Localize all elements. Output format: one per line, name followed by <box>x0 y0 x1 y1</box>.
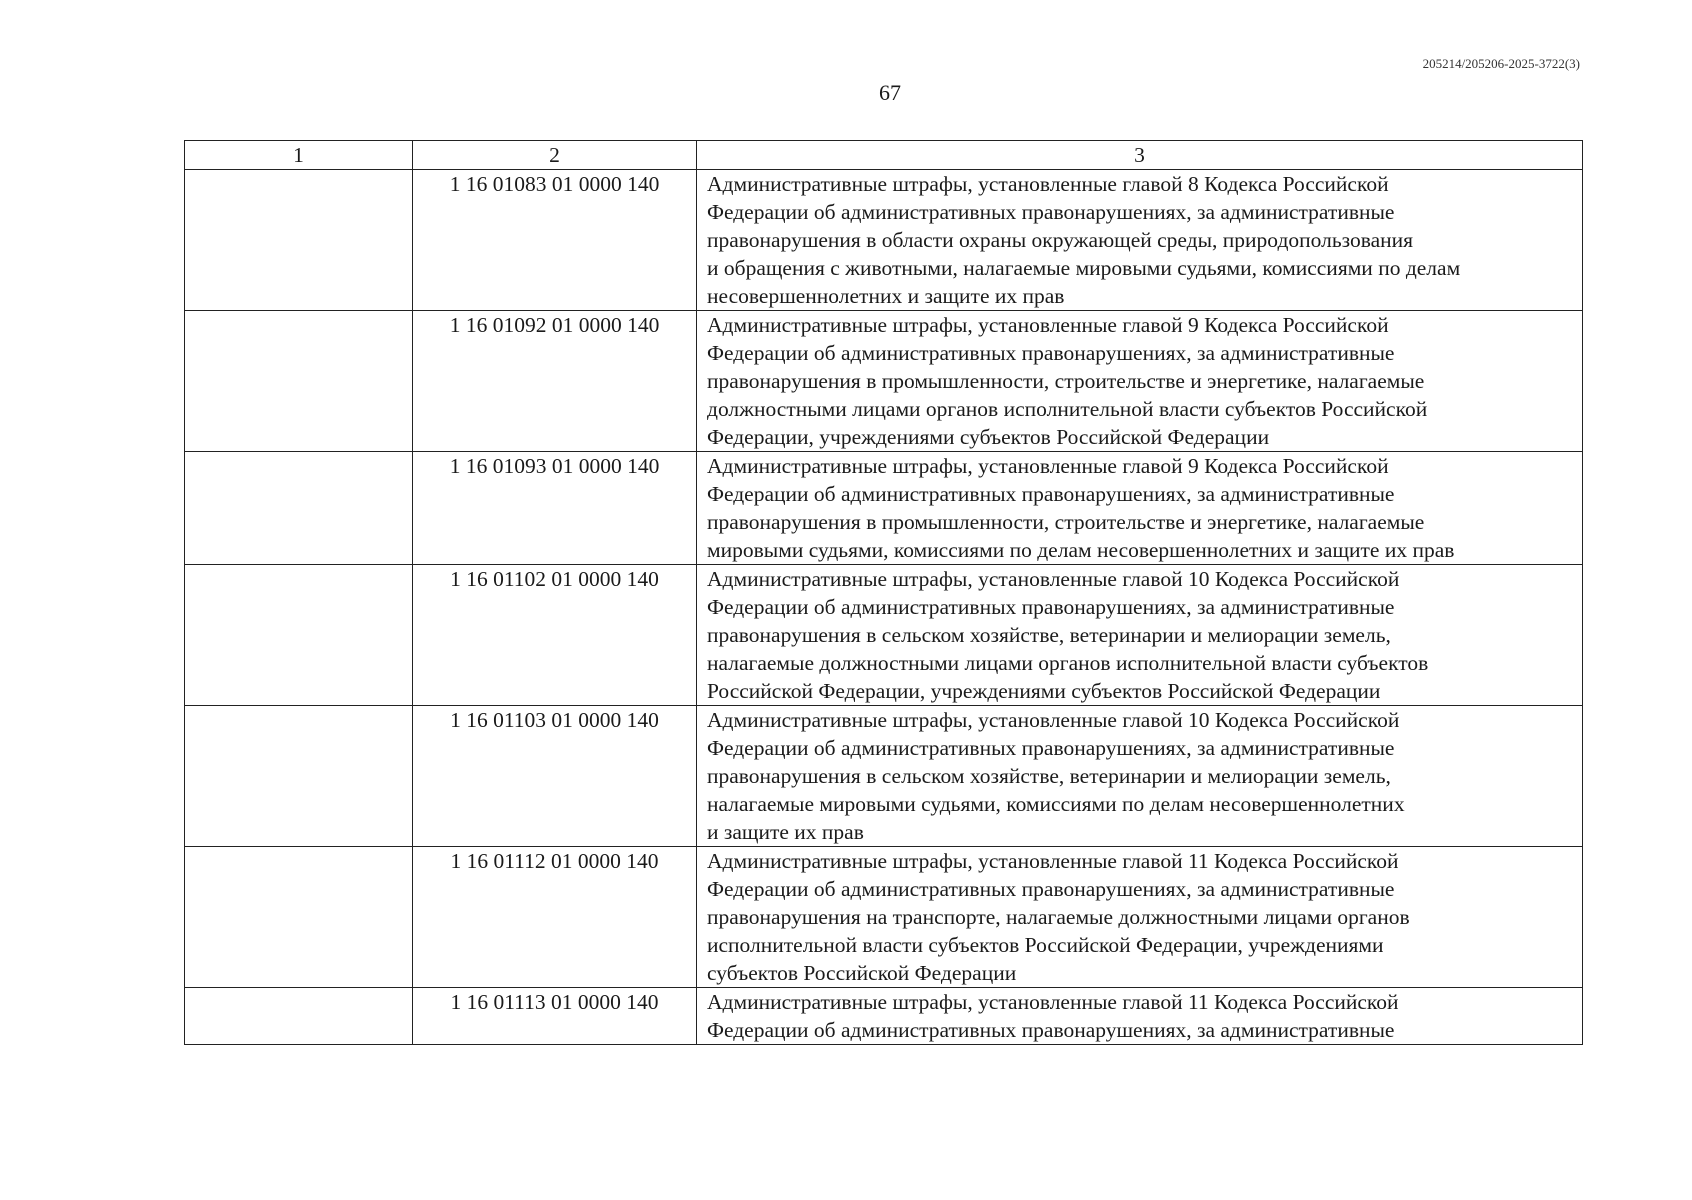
table-row <box>185 847 1583 988</box>
description-line: Федерации об административных правонарушениях, за административные <box>707 1018 1395 1042</box>
description-line: правонарушения в сельском хозяйстве, ветеринарии и мелиорации земель, <box>707 764 1391 788</box>
budget-classification-code: 1 16 01083 01 0000 140 <box>413 170 697 311</box>
description-line: Федерации об административных правонарушениях, за административные <box>707 595 1395 619</box>
description-line: налагаемые должностными лицами органов исполнительной власти субъектов <box>707 651 1429 675</box>
table-body <box>185 170 1583 1045</box>
fine-description <box>697 170 1583 311</box>
row-cell-col1 <box>185 452 413 565</box>
description-line: Административные штрафы, установленные главой 9 Кодекса Российской <box>707 454 1389 478</box>
description-line: должностными лицами органов исполнительной власти субъектов Российской <box>707 397 1428 421</box>
description-line: Федерации об административных правонарушениях, за административные <box>707 482 1395 506</box>
description-line: Административные штрафы, установленные главой 11 Кодекса Российской <box>707 990 1399 1014</box>
row-cell-col1 <box>185 706 413 847</box>
fine-description <box>697 847 1583 988</box>
description-line: Федерации об административных правонарушениях, за административные <box>707 200 1395 224</box>
row-cell-col1 <box>185 170 413 311</box>
description-line: правонарушения в области охраны окружающей среды, природопользования <box>707 228 1414 252</box>
row-cell-col1 <box>185 565 413 706</box>
budget-classification-code: 1 16 01093 01 0000 140 <box>413 452 697 565</box>
document-registration-number: 205214/205206-2025-3722(3) <box>1422 56 1580 71</box>
budget-classification-code: 1 16 01103 01 0000 140 <box>413 706 697 847</box>
description-line: Российской Федерации, учреждениями субъектов Российской Федерации <box>707 679 1381 703</box>
description-line: и защите их прав <box>707 820 864 844</box>
budget-classification-code: 1 16 01113 01 0000 140 <box>413 988 697 1045</box>
table-header-row <box>185 141 1583 170</box>
column-header-3: 3 <box>697 141 1583 170</box>
table-row <box>185 706 1583 847</box>
description-line: Федерации, учреждениями субъектов Российской Федерации <box>707 425 1270 449</box>
budget-classification-code: 1 16 01102 01 0000 140 <box>413 565 697 706</box>
description-line: Федерации об административных правонарушениях, за административные <box>707 341 1395 365</box>
budget-classification-code: 1 16 01112 01 0000 140 <box>413 847 697 988</box>
description-line: налагаемые мировыми судьями, комиссиями по делам несовершеннолетних <box>707 792 1405 816</box>
description-line: субъектов Российской Федерации <box>707 961 1017 985</box>
description-line: несовершеннолетних и защите их прав <box>707 284 1065 308</box>
fines-table <box>184 140 1583 1045</box>
description-line: правонарушения в промышленности, строительстве и энергетике, налагаемые <box>707 369 1425 393</box>
description-line: исполнительной власти субъектов Российской Федерации, учреждениями <box>707 933 1384 957</box>
table-row <box>185 452 1583 565</box>
row-cell-col1 <box>185 988 413 1045</box>
column-header-1: 1 <box>185 141 413 170</box>
description-line: и обращения с животными, налагаемые мировыми судьями, комиссиями по делам <box>707 256 1461 280</box>
table-row <box>185 170 1583 311</box>
table-row <box>185 565 1583 706</box>
description-line: Административные штрафы, установленные главой 10 Кодекса Российской <box>707 567 1400 591</box>
fine-description <box>697 706 1583 847</box>
fine-description <box>697 452 1583 565</box>
column-header-2: 2 <box>413 141 697 170</box>
description-line: правонарушения в промышленности, строительстве и энергетике, налагаемые <box>707 510 1425 534</box>
row-cell-col1 <box>185 311 413 452</box>
description-line: правонарушения в сельском хозяйстве, ветеринарии и мелиорации земель, <box>707 623 1391 647</box>
description-line: Административные штрафы, установленные главой 8 Кодекса Российской <box>707 172 1389 196</box>
description-line: Федерации об административных правонарушениях, за административные <box>707 877 1395 901</box>
fine-description <box>697 988 1583 1045</box>
description-line: Федерации об административных правонарушениях, за административные <box>707 736 1395 760</box>
fine-description <box>697 565 1583 706</box>
row-cell-col1 <box>185 847 413 988</box>
description-line: Административные штрафы, установленные главой 9 Кодекса Российской <box>707 313 1389 337</box>
page-number: 67 <box>879 80 901 105</box>
fine-description <box>697 311 1583 452</box>
description-line: мировыми судьями, комиссиями по делам несовершеннолетних и защите их прав <box>707 538 1455 562</box>
table-row <box>185 311 1583 452</box>
description-line: правонарушения на транспорте, налагаемые должностными лицами органов <box>707 905 1410 929</box>
budget-classification-code: 1 16 01092 01 0000 140 <box>413 311 697 452</box>
description-line: Административные штрафы, установленные главой 10 Кодекса Российской <box>707 708 1400 732</box>
description-line: Административные штрафы, установленные главой 11 Кодекса Российской <box>707 849 1399 873</box>
table-row <box>185 988 1583 1045</box>
